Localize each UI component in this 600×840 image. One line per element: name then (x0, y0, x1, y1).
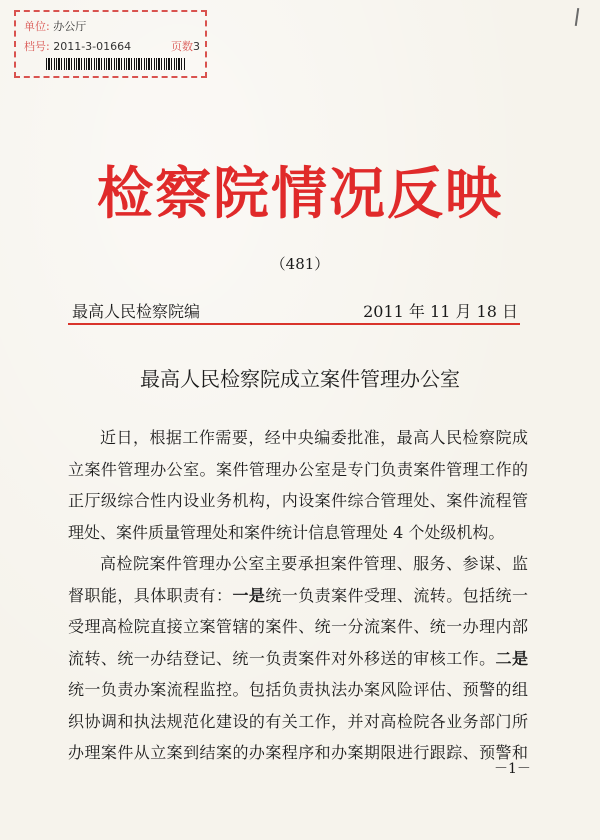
archive-stamp (14, 10, 207, 78)
body-text (68, 422, 528, 769)
issue-number: （481） (270, 255, 330, 273)
red-divider (68, 323, 520, 325)
paragraph-line: 受理高检院直接立案管辖的案件、统一分流案件、统一办理内部 (68, 617, 528, 636)
paragraph-line: 立案件管理办公室。案件管理办公室是专门负责案件管理工作的 (68, 459, 528, 479)
paragraph-line: 织协调和执法规范化建设的有关工作，并对高检院各业务部门所 (68, 711, 528, 731)
paragraph-line: 统一负责办案流程监控。包括负责执法办案风险评估、预警的组 (68, 680, 528, 699)
paragraph-line (68, 580, 528, 612)
paragraph-line (68, 643, 528, 675)
stamp-page-value: 3 (193, 40, 200, 53)
stamp-page-group (171, 38, 200, 54)
emphasis-item-two: 二是 (495, 648, 528, 668)
paragraph-line: 办理案件从立案到结案的办案程序和办案期限进行跟踪、预警和 (68, 743, 528, 762)
publish-date: 2011 年 11 月 18 日 (363, 302, 518, 321)
stamp-unit-value: 办公厅 (53, 20, 87, 33)
line-segment: 统一负责案件受理、流转。包括统一 (265, 585, 528, 605)
paragraph-line: 近日，根据工作需要，经中央编委批准，最高人民检察院成 (100, 428, 528, 447)
pencil-mark (575, 8, 579, 26)
document-title: 最高人民检察院成立案件管理办公室 (140, 367, 460, 391)
masthead-title: 检察院情况反映 (97, 161, 503, 227)
line-segment: 督职能，具体职责有： (68, 585, 233, 605)
publisher: 最高人民检察院编 (72, 302, 201, 321)
barcode (46, 58, 186, 70)
stamp-page-label: 页数 (171, 40, 193, 53)
paragraph-line: 理处、案件质量管理处和案件统计信息管理处 4 个处级机构。 (68, 522, 505, 542)
line-segment: 流转、统一办结登记、统一负责案件对外移送的审核工作。 (68, 648, 496, 668)
stamp-file-value: 2011-3-01664 (53, 40, 132, 53)
stamp-file-row (24, 38, 202, 54)
page-number: －1－ (494, 761, 531, 777)
stamp-file-label: 档号: (24, 40, 50, 53)
paragraph-line: 正厅级综合性内设业务机构，内设案件综合管理处、案件流程管 (68, 491, 528, 510)
stamp-unit-label: 单位: (24, 20, 50, 33)
stamp-unit-row (24, 18, 86, 34)
emphasis-item-one: 一是 (232, 585, 266, 605)
paragraph-line: 高检院案件管理办公室主要承担案件管理、服务、参谋、监 (100, 554, 528, 573)
